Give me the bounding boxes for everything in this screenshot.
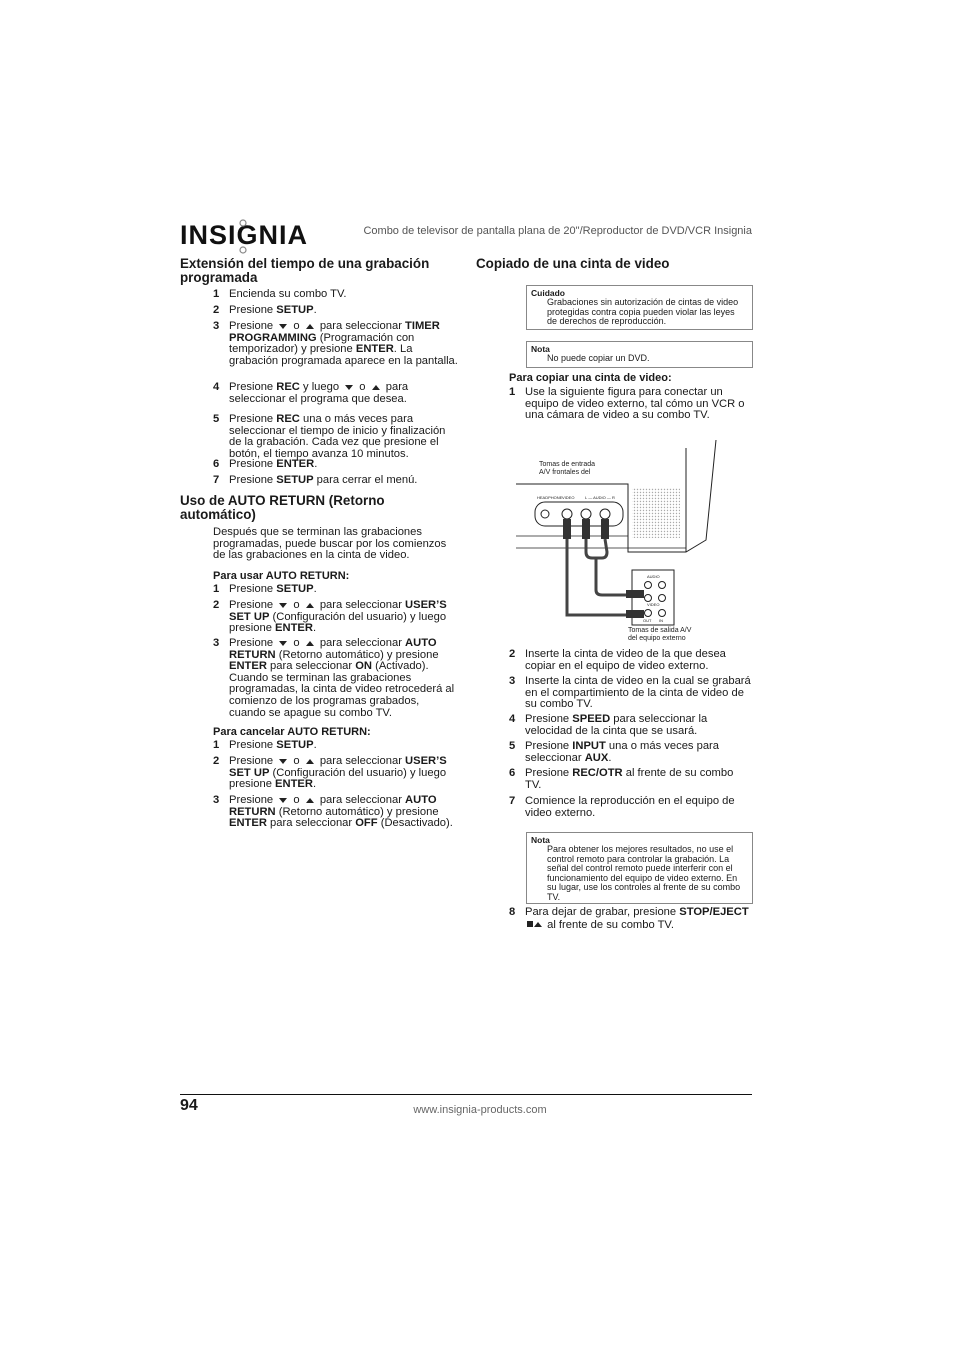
down-arrow-icon <box>279 603 287 608</box>
step-text: Presione SPEED para seleccionar la velocidad de la cinta que se usará. <box>525 713 708 737</box>
step-number: 2 <box>213 755 220 767</box>
note-2-text: Para obtener los mejores resultados, no use el control remoto para controlar la grabación. La señal del control remoto puede interferir con el funcionamiento del equipo de video externo. En su lugar, use los controles al frente de su combo TV. <box>547 844 741 902</box>
panel-audio: L — AUDIO — R <box>585 495 615 500</box>
ext-jack-6 <box>659 610 666 617</box>
page-number: 94 <box>180 1097 198 1114</box>
step-text: Presione SETUP. <box>229 304 317 316</box>
caution-text: Grabaciones sin autorización de cintas de video protegidas contra copia pueden violar las leyes de derechos de reproducción. <box>547 297 739 327</box>
step-number: 2 <box>213 304 220 316</box>
plug-video <box>563 519 571 539</box>
subheading-use: Para usar AUTO RETURN: <box>213 570 350 582</box>
up-arrow-icon <box>372 385 380 390</box>
ext-jack-5 <box>645 610 652 617</box>
subheading-cancel: Para cancelar AUTO RETURN: <box>213 726 371 738</box>
subheading-copy: Para copiar una cinta de video: <box>509 372 672 384</box>
step-text: Presione o para seleccionar TIMER PROGRAMMING (Programación con temporizador) y presione ENTER. La grabación programada aparece en la pantalla. <box>229 320 458 367</box>
step-number: 3 <box>213 320 220 332</box>
step-number: 7 <box>509 795 516 807</box>
caution-box <box>526 285 753 330</box>
step-number: 6 <box>509 767 516 779</box>
step-number: 1 <box>213 288 220 300</box>
step-text: Comience la reproducción en el equipo de video externo. <box>525 795 735 819</box>
step-number: 3 <box>213 637 220 649</box>
step-number: 8 <box>509 906 516 918</box>
front-label-2: A/V frontales del <box>539 469 591 476</box>
step-number: 2 <box>509 648 516 660</box>
step-number: 1 <box>213 739 220 751</box>
steps-extension <box>213 289 458 489</box>
section-title-extension: Extensión del tiempo de una grabación programada <box>180 256 430 285</box>
step-number: 6 <box>213 458 220 470</box>
jack-audio-l <box>581 509 591 519</box>
step-text: Inserte la cinta de video de la que desea copiar en el equipo de video externo. <box>525 648 726 672</box>
step-text: Encienda su combo TV. <box>229 288 347 300</box>
header-subtitle: Combo de televisor de pantalla plana de 20"/Reproductor de DVD/VCR Insignia <box>363 225 752 237</box>
brand-text: INSIGNIA <box>180 220 309 250</box>
caution-label: Cuidado <box>531 288 565 298</box>
cable-audio-join <box>586 539 607 558</box>
step-text: Presione ENTER. <box>229 458 318 470</box>
up-arrow-icon <box>306 324 314 329</box>
ext-jack-1 <box>645 582 652 589</box>
step-text: Presione REC/OTR al frente de su combo TV. <box>525 767 734 791</box>
panel-headphone: HEADPHONE <box>537 495 563 500</box>
jack-video <box>562 509 572 519</box>
step-text: Use la siguiente figura para conectar un equipo de video externo, tal cómo un VCR o una cámara de video a su combo TV. <box>525 386 745 422</box>
step-number: 5 <box>509 740 516 752</box>
ext-plug-audio <box>626 590 644 598</box>
step-text: Presione o para seleccionar AUTO RETURN (Retorno automático) y presione ENTER para seleccionar ON (Activado). Cuando se terminan las grabaciones programadas, la cinta de video retrocederá al comienzo de los programas grabados, cuando se apague su combo TV. <box>229 637 455 719</box>
step-number: 3 <box>213 794 220 806</box>
step-number: 4 <box>509 713 516 725</box>
front-label-1: Tomas de entrada <box>539 461 596 468</box>
note-1-text: No puede copiar un DVD. <box>547 353 650 363</box>
step-number: 3 <box>509 675 516 687</box>
step-number: 1 <box>509 386 516 398</box>
up-arrow-icon <box>306 759 314 764</box>
ext-out-label: OUT <box>643 618 652 623</box>
down-arrow-icon <box>345 385 353 390</box>
down-arrow-icon <box>279 641 287 646</box>
steps-cancel <box>213 740 458 830</box>
speaker-grille <box>632 488 680 538</box>
note-box-1 <box>526 341 753 368</box>
jack-headphone <box>541 510 549 518</box>
down-arrow-icon <box>279 324 287 329</box>
ext-plug-video <box>626 610 644 618</box>
step-text: Presione INPUT una o más veces para seleccionar AUX. <box>525 740 720 764</box>
copy-steps <box>509 649 752 819</box>
up-arrow-icon <box>306 603 314 608</box>
panel-video: VIDEO <box>562 495 575 500</box>
note-box-2 <box>526 832 753 904</box>
down-arrow-icon <box>279 798 287 803</box>
section-title-copy: Copiado de una cinta de video <box>476 256 670 271</box>
step-text: Presione SETUP. <box>229 583 317 595</box>
stop-eject-icon <box>527 919 542 931</box>
connection-diagram <box>510 440 730 650</box>
auto-return-intro: Después que se terminan las grabaciones programadas, puede buscar por los comienzos de las grabaciones en la cinta de video. <box>213 526 447 562</box>
ext-jack-3 <box>645 595 652 602</box>
ext-jack-2 <box>659 582 666 589</box>
ext-audio-label: AUDIO <box>647 574 660 579</box>
step-text: Presione REC una o más veces para seleccionar el tiempo de inicio y finalización de la grabación. Cada vez que presione el botón, el tiempo avanza 10 minutos. <box>229 413 446 460</box>
step-number: 7 <box>213 474 220 486</box>
ext-jack-4 <box>659 595 666 602</box>
plug-audio-r <box>601 519 609 539</box>
copy-step-1 <box>509 387 752 427</box>
jack-audio-r <box>600 509 610 519</box>
insignia-logo <box>180 214 310 254</box>
footer-rule <box>180 1094 752 1095</box>
ext-video-label: VIDEO <box>647 602 660 607</box>
down-arrow-icon <box>279 759 287 764</box>
step-text: Para dejar de grabar, presione STOP/EJECT al frente de su combo TV. <box>525 906 749 931</box>
step-number: 2 <box>213 599 220 611</box>
step-text: Presione o para seleccionar AUTO RETURN (Retorno automático) y presione ENTER para seleccionar OFF (Desactivado). <box>229 794 453 830</box>
step-text: Presione SETUP. <box>229 739 317 751</box>
note-2-label: Nota <box>531 835 550 845</box>
steps-use <box>213 584 458 724</box>
note-1-label: Nota <box>531 344 550 354</box>
back-label-2: del equipo externo <box>628 635 686 642</box>
footer-url: www.insignia-products.com <box>413 1104 547 1116</box>
step-text: Inserte la cinta de video en la cual se grabará en el compartimiento de la cinta de video de su combo TV. <box>525 675 751 711</box>
step-text: Presione o para seleccionar USER’S SET UP (Configuración del usuario) y luego presione ENTER. <box>229 755 447 791</box>
step-text: Presione SETUP para cerrar el menú. <box>229 474 418 486</box>
step-text: Presione o para seleccionar USER’S SET UP (Configuración del usuario) y luego presione ENTER. <box>229 599 447 635</box>
plug-audio-l <box>582 519 590 539</box>
step-text: Presione REC y luego o para seleccionar el programa que desea. <box>229 381 409 405</box>
up-arrow-icon <box>306 641 314 646</box>
cable-audio <box>596 558 628 595</box>
ext-in-label: IN <box>659 618 663 623</box>
step-number: 1 <box>213 583 220 595</box>
back-label-1: Tomas de salida A/V <box>628 627 692 634</box>
step-number: 4 <box>213 381 220 393</box>
copy-step-8 <box>509 907 759 937</box>
section-title-auto-return: Uso de AUTO RETURN (Retorno automático) <box>180 493 385 522</box>
up-arrow-icon <box>306 798 314 803</box>
step-number: 5 <box>213 413 220 425</box>
